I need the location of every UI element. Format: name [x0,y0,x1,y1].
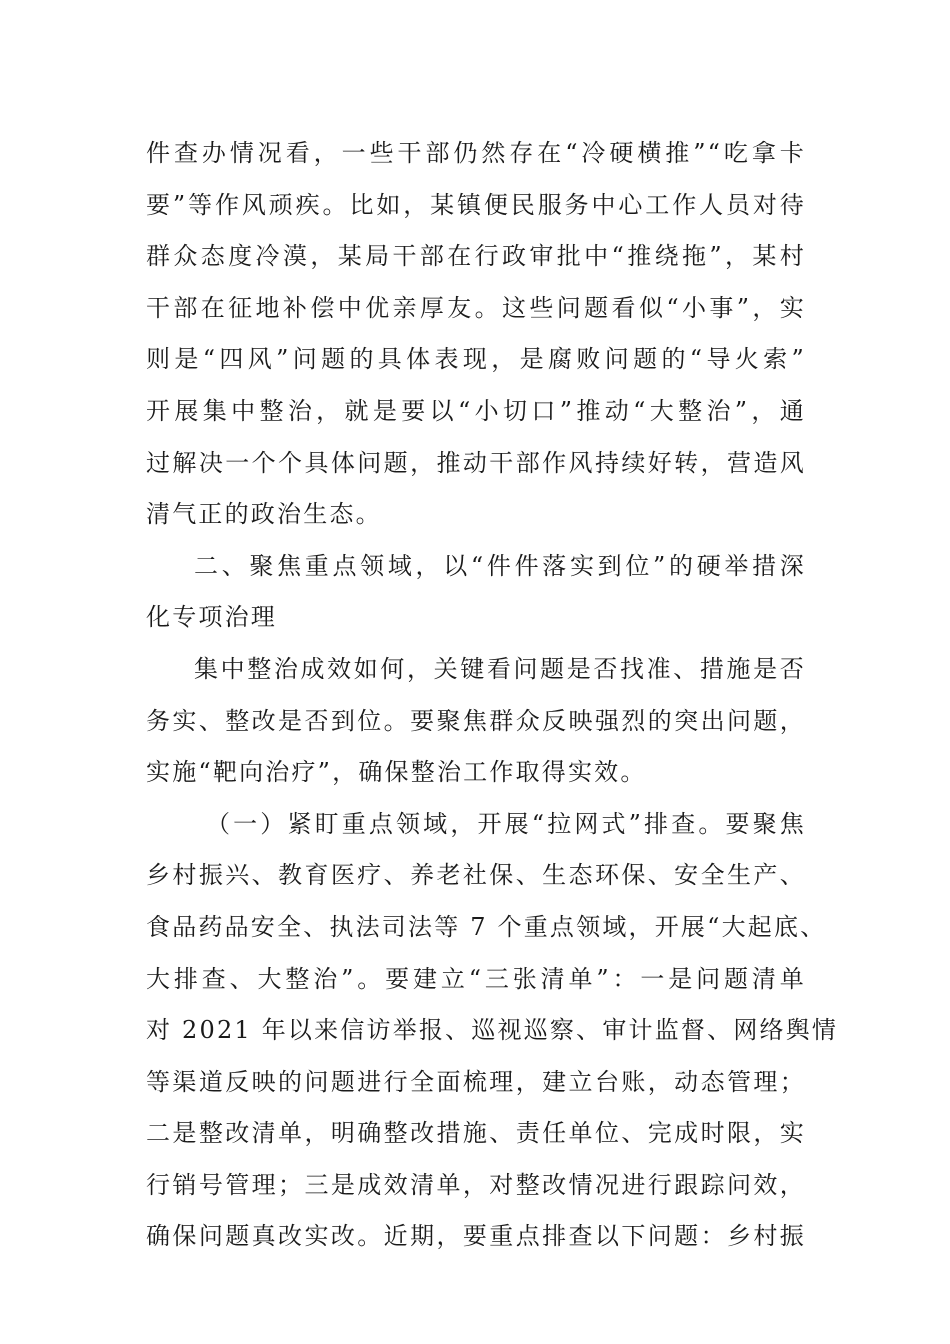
text-line: 二是整改清单，明确整改措施、责任单位、完成时限，实 [146,1119,806,1148]
text-line: 清气正的政治生态。 [146,500,382,529]
text-line: 过解决一个个具体问题，推动干部作风持续好转，营造风 [146,448,806,477]
text-line: 乡村振兴、教育医疗、养老社保、生态环保、安全生产、 [146,861,806,890]
text-line: 开展集中整治，就是要以“小切口”推动“大整治”，通 [146,396,806,425]
text-line: 群众态度冷漠，某局干部在行政审批中“推绕拖”，某村 [146,242,806,271]
text-line: 食品药品安全、执法司法等 7 个重点领域，开展“大起底、 [146,912,827,941]
text-line: 化专项治理 [146,603,277,632]
text-line: 对 2021 年以来信访举报、巡视巡察、审计监督、网络舆情 [146,1016,839,1045]
text-line: 实施“靶向治疗”，确保整治工作取得实效。 [146,758,647,787]
text-line: 确保问题真改实改。近期，要重点排查以下问题：乡村振 [146,1222,806,1251]
paragraph-3 [146,644,806,799]
text-line: 要”等作风顽疾。比如，某镇便民服务中心工作人员对待 [146,190,806,219]
text-line: 等渠道反映的问题进行全面梳理，建立台账，动态管理； [146,1067,806,1096]
text-line: 行销号管理；三是成效清单，对整改情况进行跟踪问效， [146,1170,806,1199]
paragraph-4 [146,799,839,1263]
text-line: 则是“四风”问题的具体表现，是腐败问题的“导火索” [146,345,806,374]
paragraph-1 [146,128,806,541]
text-line: 件查办情况看，一些干部仍然存在“冷硬横推”“吃拿卡 [146,139,806,167]
text-line: 集中整治成效如何，关键看问题是否找准、措施是否 [194,654,806,683]
text-line: 务实、整改是否到位。要聚焦群众反映强烈的突出问题， [146,706,806,735]
text-line: 二、聚焦重点领域，以“件件落实到位”的硬举措深 [194,551,806,580]
text-line: 大排查、大整治”。要建立“三张清单”：一是问题清单 [146,964,806,993]
document-body [146,128,839,1263]
text-line: 干部在征地补偿中优亲厚友。这些问题看似“小事”，实 [146,293,806,322]
text-line: （一）紧盯重点领域，开展“拉网式”排查。要聚焦 [206,809,806,838]
section-heading [146,541,806,644]
